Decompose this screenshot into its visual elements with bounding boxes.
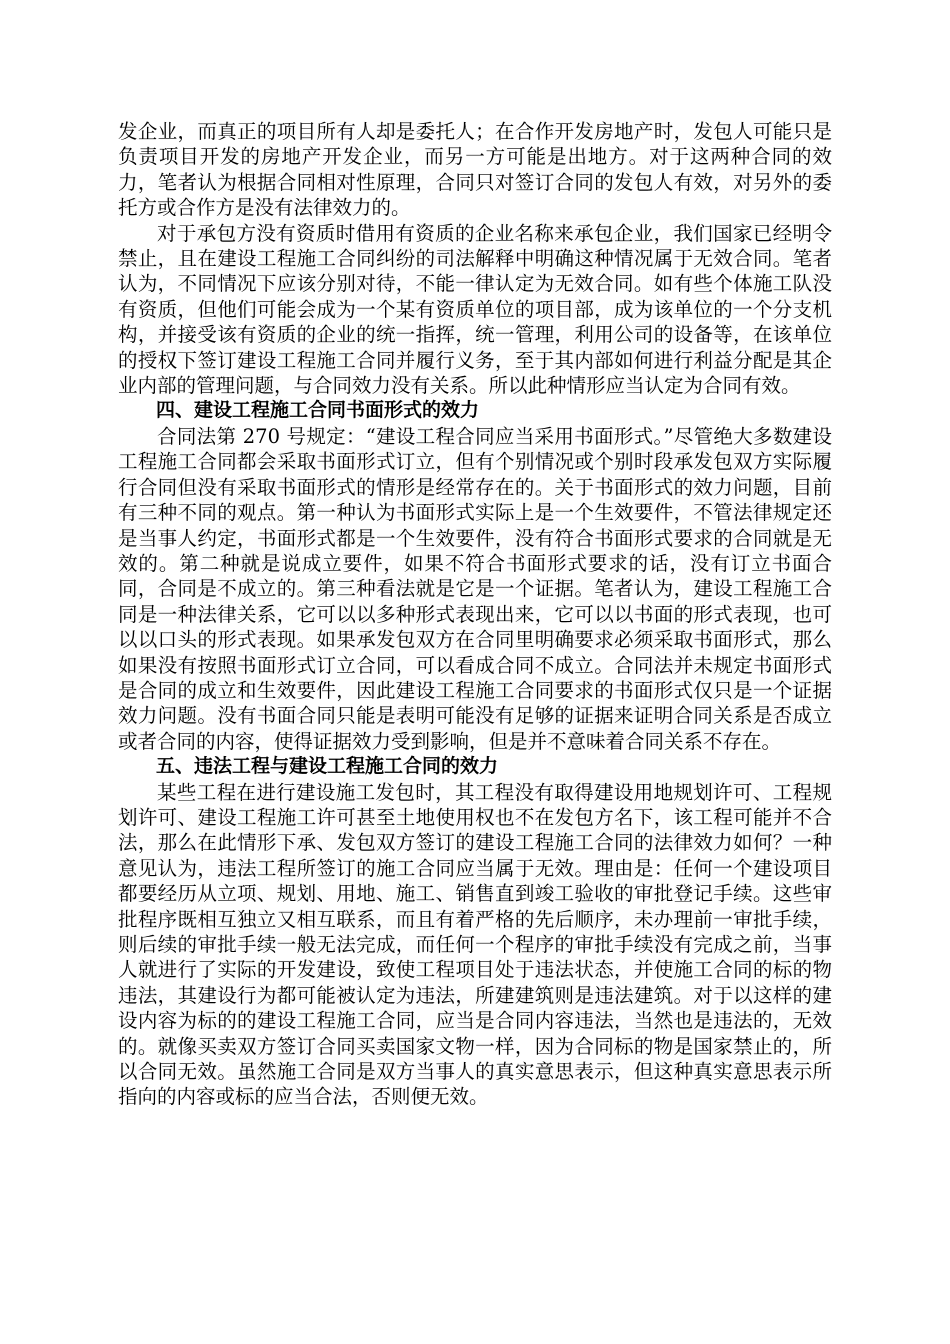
paragraph-contractor-qualification: 对于承包方没有资质时借用有资质的企业名称来承包企业，我们国家已经明令禁止，且在建设工程施工合同纠纷的司法解释中明确这种情况属于无效合同。笔者认为，不同情况下应该分别对待，不能一律认定为无效合同。如有些个体施工队没有资质，但他们可能会成为一个某有资质单位的项目部，成为该单位的一个分支机构，并接受该有资质的企业的统一指挥，统一管理，利用公司的设备等，在该单位的授权下签订建设工程施工合同并履行义务，至于其内部如何进行利益分配是其企业内部的管理问题，与合同效力没有关系。所以此种情形应当认定为合同有效。 [118, 221, 832, 398]
paragraph-continuation: 发企业，而真正的项目所有人却是委托人；在合作开发房地产时，发包人可能只是负责项目开发的房地产开发企业，而另一方可能是出地方。对于这两种合同的效力，笔者认为根据合同相对性原理，合同只对签订合同的发包人有效，对另外的委托方或合作方是没有法律效力的。 [118, 120, 832, 220]
paragraph-written-form: 合同法第 270 号规定：“建设工程合同应当采用书面形式。”尽管绝大多数建设工程施工合同都会采取书面形式订立，但有个别情况或个别时段承发包双方实际履行合同但没有采取书面形式的情形是经常存在的。关于书面形式的效力问题，目前有三种不同的观点。第一种认为书面形式实际上是一个生效要件，不管法律规定还是当事人约定，书面形式都是一个生效要件，没有符合书面形式要求的合同就是无效的。第二种就是说成立要件，如果不符合书面形式要求的话，没有订立书面合同，合同是不成立的。第三种看法就是它是一个证据。笔者认为，建设工程施工合同是一种法律关系，它可以以多种形式表现出来，它可以以书面的形式表现，也可以以口头的形式表现。如果承发包双方在合同里明确要求必须采取书面形式，那么如果没有按照书面形式订立合同，可以看成合同不成立。合同法并未规定书面形式是合同的成立和生效要件，因此建设工程施工合同要求的书面形式仅只是一个证据效力问题。没有书面合同只能是表明可能没有足够的证据来证明合同关系是否成立或者合同的内容，使得证据效力受到影响，但是并不意味着合同关系不存在。 [118, 424, 832, 753]
document-page [118, 119, 832, 1110]
section-heading-written-form: 四、建设工程施工合同书面形式的效力 [156, 399, 480, 422]
section-heading-illegal-project: 五、违法工程与建设工程施工合同的效力 [156, 755, 499, 778]
paragraph-illegal-project: 某些工程在进行建设施工发包时，其工程没有取得建设用地规划许可、工程规划许可、建设工程施工许可甚至土地使用权也不在发包方名下，该工程可能并不合法，那么在此情形下承、发包双方签订的建设工程施工合同的法律效力如何？一种意见认为，违法工程所签订的施工合同应当属于无效。理由是：任何一个建设项目都要经历从立项、规划、用地、施工、销售直到竣工验收的审批登记手续。这些审批程序既相互独立又相互联系，而且有着严格的先后顺序，未办理前一审批手续，则后续的审批手续一般无法完成，而任何一个程序的审批手续没有完成之前，当事人就进行了实际的开发建设，致使工程项目处于违法状态，并使施工合同的标的物违法，其建设行为都可能被认定为违法，所建建筑则是违法建筑。对于以这样的建设内容为标的的建设工程施工合同，应当是合同内容违法，当然也是违法的，无效的。就像买卖双方签订合同买卖国家文物一样，因为合同标的物是国家禁止的，所以合同无效。虽然施工合同是双方当事人的真实意思表示，但这种真实意思表示所指向的内容或标的应当合法，否则便无效。 [118, 780, 832, 1109]
